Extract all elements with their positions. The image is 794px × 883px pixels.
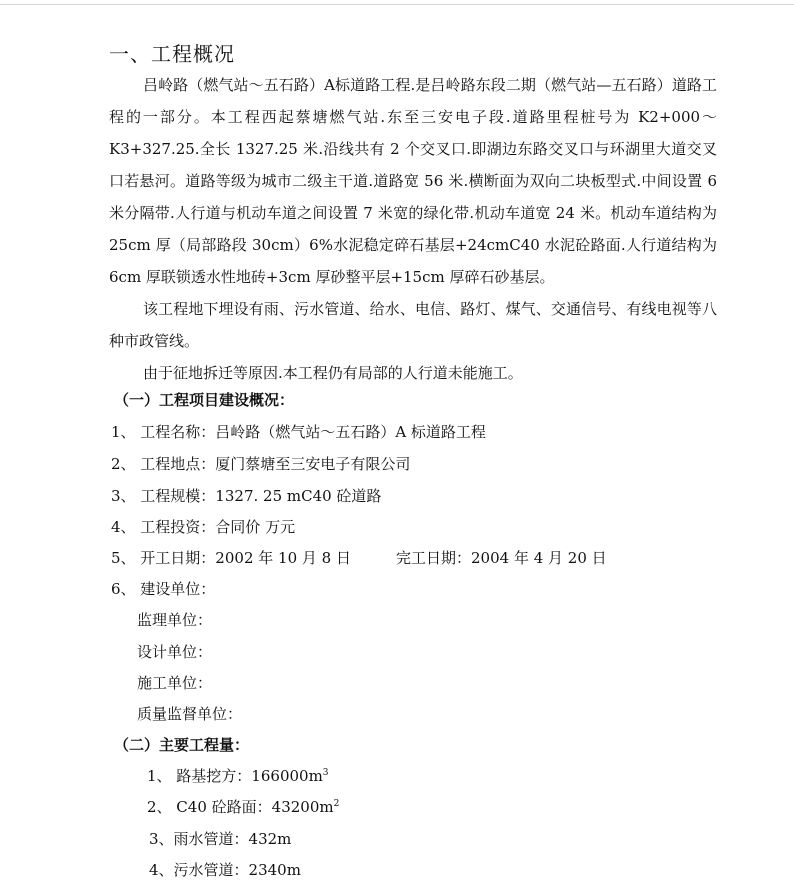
page-top-border: [0, 4, 794, 5]
quantity-item-rain-pipe: 3、雨水管道：432m: [149, 830, 292, 848]
subsection-title-construction-overview: （一）工程项目建设概况：: [114, 391, 295, 409]
unit-contractor: 施工单位：: [137, 674, 213, 692]
section-heading: 一、工程概况: [109, 42, 235, 66]
overview-paragraph: 吕岭路（燃气站～五石路）A标道路工程.是吕岭路东段二期（燃气站—五石路）道路工程的一部分。本工程西起蔡塘燃气站.东至三安电子段.道路里程桩号为 K2+000～K3+327.25.全长 1327.25 米.沿线共有 2 个交叉口.即湖边东路交叉口与环湖里大道交叉口若悬河。道路等级为城市二级主干道.道路宽 56 米.横断面为双向二块板型式.中间设置 6 米分隔带.人行道与机动车道之间设置 7 米宽的绿化带.机动车道宽 24 米。机动车道结构为 25cm 厚（局部路段 30cm）6%水泥稳定碎石基层+24cmC40 水泥砼路面.人行道结构为 6cm 厚联锁透水性地砖+3cm 厚砂整平层+15cm 厚碎石砂基层。: [109, 76, 717, 286]
list-item-construction-unit: 6、 建设单位：: [111, 580, 216, 598]
unit-quality-supervision: 质量监督单位：: [137, 705, 243, 723]
list-item-end-date: 完工日期：2004 年 4 月 20 日: [396, 549, 607, 567]
subsection-title-main-quantities: （二）主要工程量：: [114, 736, 250, 754]
list-item-project-name: 1、 工程名称：吕岭路（燃气站～五石路）A 标道路工程: [111, 423, 486, 441]
unit-supervision: 监理单位：: [137, 611, 213, 629]
quantity-item-pavement: 2、 C40 砼路面：$43200m^2$: [147, 798, 340, 816]
list-item-project-investment: 4、 工程投资：合同价 万元: [111, 518, 296, 536]
unit-design: 设计单位：: [137, 643, 213, 661]
sidewalk-paragraph: 由于征地拆迁等原因.本工程仍有局部的人行道未能施工。: [143, 364, 523, 382]
list-item-project-scale: 3、 工程规模：1327. 25 mC40 砼道路: [111, 487, 382, 505]
quantity-item-excavation: 1、 路基挖方：$166000m^3$: [147, 767, 329, 785]
pipelines-paragraph: 该工程地下埋设有雨、污水管道、给水、电信、路灯、煤气、交通信号、有线电视等八种市政管线。: [109, 300, 717, 350]
quantity-item-sewage-pipe: 4、污水管道：2340m: [149, 861, 301, 879]
list-item-start-date: 5、 开工日期：2002 年 10 月 8 日: [111, 549, 351, 567]
list-item-project-location: 2、 工程地点：厦门蔡塘至三安电子有限公司: [111, 455, 411, 473]
